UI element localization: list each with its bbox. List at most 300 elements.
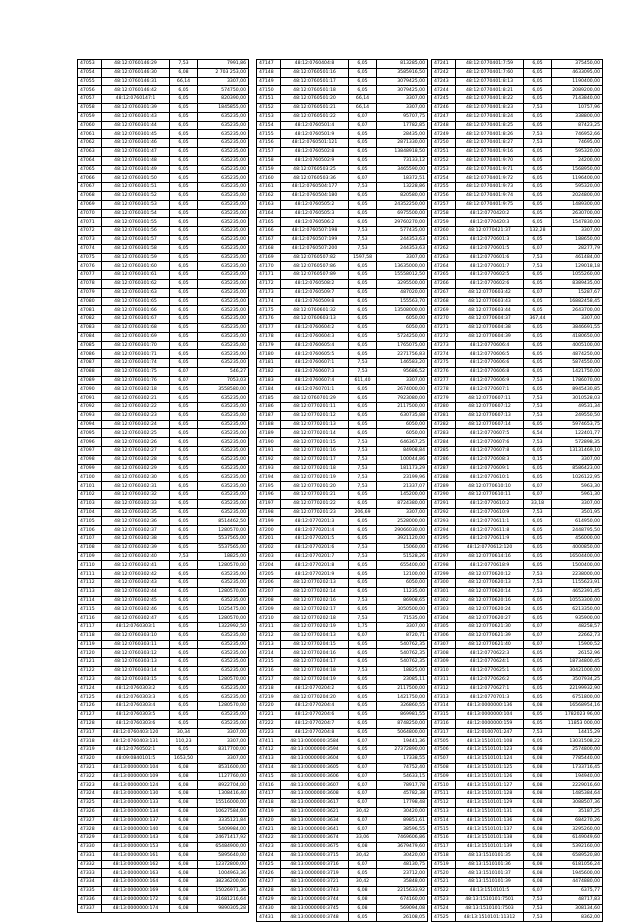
coefficient-cell: 6,05 [349,218,377,227]
value-cell: 13508000,00 [377,306,428,315]
coefficient-cell: 6,07 [349,121,377,130]
value-cell: 3295500,00 [377,279,428,288]
row-number-cell: 47093 [78,411,102,420]
coefficient-cell: 6,05 [524,561,552,570]
coefficient-cell: 6,05 [170,623,198,632]
table-row [432,807,603,816]
value-cell: 540762,35 [377,640,428,649]
cadastral-number-cell: 48:12:0770610:10 [456,482,524,491]
row-number-cell: 47287 [432,464,456,473]
coefficient-cell: 6,08 [524,825,552,834]
value-cell: 635235,00 [198,596,249,605]
cadastral-number-cell: 48:12:0770201:3 [281,517,349,526]
value-cell: 635235,00 [198,394,249,403]
table-row [78,710,249,719]
value-cell: 12100,00 [377,570,428,579]
row-number-cell: 47332 [78,860,102,869]
coefficient-cell: 6,05 [524,297,552,306]
value-cell: 577435,00 [377,227,428,236]
row-number-cell: 47258 [432,209,456,218]
coefficient-cell: 6,08 [349,886,377,895]
coefficient-cell: 6,05 [349,728,377,737]
cadastral-number-cell: 48:12:0770204:17 [281,658,349,667]
coefficient-cell: 6,05 [349,191,377,200]
cadastral-number-cell: 48:13:0000000:3608 [281,790,349,799]
row-number-cell: 47282 [432,420,456,429]
row-number-cell: 47069 [78,200,102,209]
row-number-cell: 47519 [432,860,456,869]
value-cell: 13228,86 [377,183,428,192]
cadastral-number-cell: 48:12:0770401:9:72 [456,174,524,183]
coefficient-cell: 6,05 [170,385,198,394]
cadastral-number-cell: 48:12:0770601:3 [456,235,524,244]
row-number-cell: 47418 [257,798,281,807]
value-cell: 635235,00 [198,684,249,693]
table-row [78,297,249,306]
table-row [257,438,428,447]
table-row [257,851,428,860]
table-row [78,886,249,895]
row-number-cell: 47154 [257,121,281,130]
value-cell: 635235,00 [198,271,249,280]
row-number-cell: 47116 [78,614,102,623]
cadastral-number-cell: 48:12:0760303:13 [102,658,170,667]
cadastral-number-cell: 48:13:0000000:3605 [281,763,349,772]
coefficient-cell: 6,05 [524,596,552,605]
row-number-cell: 47508 [432,763,456,772]
value-cell: 7469606,86 [377,834,428,843]
value-cell: 74695,00 [552,139,603,148]
table-row [257,253,428,262]
coefficient-cell: 6,05 [349,746,377,755]
value-cell: 935900,00 [552,614,603,623]
cadastral-number-cell: 48:12:0760607:4 [281,376,349,385]
coefficient-cell: 6,05 [524,279,552,288]
cadastral-number-cell: 48:12:0760301:50 [102,174,170,183]
row-number-cell: 47158 [257,156,281,165]
cadastral-number-cell: 48:12:0770201:17 [281,455,349,464]
table-row [257,781,428,790]
row-number-cell: 47299 [432,570,456,579]
row-number-cell: 47110 [78,561,102,570]
cadastral-number-cell: 48:12:0760607:1 [281,359,349,368]
coefficient-cell: 6,05 [524,605,552,614]
row-number-cell: 47115 [78,605,102,614]
table-row [78,746,249,755]
value-cell: 5961,30 [552,491,603,500]
value-cell: 3050500,00 [377,605,428,614]
row-number-cell: 47212 [257,631,281,640]
table-row [257,763,428,772]
table-row [432,640,603,649]
table-row [78,279,249,288]
row-number-cell: 47223 [257,728,281,737]
coefficient-cell: 6,08 [170,842,198,851]
row-number-cell: 47246 [432,103,456,112]
value-cell: 3307,00 [377,95,428,104]
cadastral-number-cell: 48:13:0000000:164 [102,878,170,887]
table-row [432,438,603,447]
value-cell: 635235,00 [198,508,249,517]
table-row [257,121,428,130]
coefficient-cell: 6,07 [349,781,377,790]
value-cell: 1945600,00 [552,869,603,878]
value-cell: 5874550,00 [552,359,603,368]
value-cell: 6213350,00 [552,605,603,614]
coefficient-cell: 6,08 [349,842,377,851]
value-cell: 595320,00 [552,183,603,192]
cadastral-number-cell: 48:12:0760302:43 [102,579,170,588]
cadastral-number-cell: 48:13:0000000:3719 [281,869,349,878]
table-row [257,130,428,139]
table-row [432,781,603,790]
cadastral-number-cell: 48:12:0760301:52 [102,191,170,200]
row-number-cell: 47257 [432,200,456,209]
value-cell: 2238000,00 [552,570,603,579]
table-row [257,385,428,394]
cadastral-number-cell: 48:12:0770610:9 [456,508,524,517]
table-row [78,737,249,746]
coefficient-cell: 7,53 [349,455,377,464]
value-cell: 461484,00 [552,253,603,262]
table-row [78,552,249,561]
table-row [78,420,249,429]
coefficient-cell: 6,07 [524,886,552,895]
cadastral-number-cell: 48:12:0770201:21 [281,491,349,500]
row-number-cell: 47106 [78,526,102,535]
value-cell: 8531600,00 [198,763,249,772]
row-number-cell: 47323 [78,781,102,790]
row-number-cell: 47277 [432,376,456,385]
coefficient-cell: 6,08 [524,702,552,711]
cadastral-number-cell: 48:12:0770610:11 [456,491,524,500]
cadastral-number-cell: 48:13:1510101:126 [456,772,524,781]
coefficient-cell: 6,05 [524,183,552,192]
row-number-cell: 47249 [432,130,456,139]
table-row [432,429,603,438]
value-cell: 3501,95 [552,508,603,517]
cadastral-number-cell: 48:12:0770701:3 [456,693,524,702]
value-cell: 17798,48 [377,798,428,807]
row-number-cell: 47152 [257,103,281,112]
table-row [78,869,249,878]
value-cell: 635235,00 [198,235,249,244]
value-cell: 635235,00 [198,411,249,420]
row-number-cell: 47320 [78,754,102,763]
coefficient-cell: 1597,58 [349,253,377,262]
value-cell: 16882458,45 [552,297,603,306]
row-number-cell: 47112 [78,579,102,588]
coefficient-cell: 6,05 [170,121,198,130]
table-row [78,156,249,165]
table-row [432,798,603,807]
cadastral-number-cell: 48:12:0760301:45 [102,130,170,139]
row-number-cell: 47414 [257,763,281,772]
value-cell: 635235,00 [198,499,249,508]
cadastral-number-cell: 48:12:0760301:56 [102,227,170,236]
table-row [78,438,249,447]
coefficient-cell: 6,05 [170,499,198,508]
cadastral-number-cell: 48:12:0760302:23 [102,411,170,420]
value-cell: 122401,77 [552,429,603,438]
table-row [78,68,249,77]
value-cell: 8586423,00 [552,464,603,473]
value-cell: 2215633,92 [377,886,428,895]
coefficient-cell: 6,05 [349,279,377,288]
row-number-cell: 47286 [432,455,456,464]
cadastral-number-cell: 48:12:0760503:36 [281,174,349,183]
cadastral-number-cell: 48:12:0760302:29 [102,464,170,473]
value-cell: 5064800,00 [377,728,428,737]
table-row [78,570,249,579]
coefficient-cell: 6,08 [170,825,198,834]
table-row [78,174,249,183]
coefficient-cell: 6,05 [524,464,552,473]
value-cell: 2574800,00 [552,746,603,755]
cadastral-number-cell: 48:13:0000000:137 [102,816,170,825]
value-cell: 23199,96 [377,473,428,482]
value-cell: 2643700,00 [552,306,603,315]
value-cell: 2448795,50 [552,526,603,535]
table-row [257,262,428,271]
table-row [432,156,603,165]
table-row [257,394,428,403]
row-number-cell: 47169 [257,253,281,262]
value-cell: 6050,00 [377,420,428,429]
cadastral-number-cell: 48:12:0770401:9:70 [456,156,524,165]
cadastral-number-cell: 48:12:0760302:33 [102,499,170,508]
coefficient-cell: 6,05 [349,68,377,77]
coefficient-cell: 6,05 [524,200,552,209]
value-cell: 8922704,00 [198,781,249,790]
coefficient-cell: 7,53 [524,587,552,596]
value-cell: 6050,00 [377,579,428,588]
value-cell: 614950,00 [552,517,603,526]
table-row [257,235,428,244]
cadastral-number-cell: 48:12:0770622:3 [456,649,524,658]
coefficient-cell: 6,05 [170,675,198,684]
table-row [432,543,603,552]
cadastral-number-cell: 48:13:0000000:3674 [281,834,349,843]
row-number-cell: 47297 [432,552,456,561]
cadastral-number-cell: 48:13:1510101:136 [456,816,524,825]
row-number-cell: 47178 [257,332,281,341]
coefficient-cell: 6,05 [349,341,377,350]
row-number-cell: 47262 [432,244,456,253]
row-number-cell: 47305 [432,623,456,632]
cadastral-number-cell: 48:12:0760501:20 [281,95,349,104]
table-row [78,209,249,218]
cadastral-number-cell: 48:12:0760301:71 [102,350,170,359]
coefficient-cell: 6,07 [349,737,377,746]
row-number-cell: 47172 [257,279,281,288]
cadastral-number-cell: 48:12:0760302:37 [102,526,170,535]
cadastral-number-cell: 48:12:0770202:14 [281,587,349,596]
value-cell: 1280570,00 [198,526,249,535]
value-cell: 15558012,50 [377,271,428,280]
cadastral-number-cell: 48:13:1510101:11312 [456,913,524,922]
coefficient-cell: 6,05 [170,323,198,332]
coefficient-cell: 6,05 [170,605,198,614]
cadastral-number-cell: 48:12:0760146:29 [102,60,170,69]
coefficient-cell: 7,53 [349,666,377,675]
table-row [432,147,603,156]
row-number-cell: 47182 [257,367,281,376]
table-row [432,350,603,359]
value-cell: 23712,00 [377,869,428,878]
table-row [78,666,249,675]
row-number-cell: 47122 [78,666,102,675]
row-number-cell: 47271 [432,323,456,332]
coefficient-cell: 6,07 [349,174,377,183]
cadastral-number-cell: 48:12:0770607:13 [456,411,524,420]
value-cell: 1196400,00 [552,174,603,183]
cadastral-number-cell: 48:12:0770401:9:75 [456,200,524,209]
value-cell: 3295260,00 [552,825,603,834]
cadastral-table-left [77,59,249,913]
coefficient-cell: 6,08 [524,807,552,816]
value-cell: 18825,00 [198,552,249,561]
cadastral-number-cell: 48:12:0760301:58 [102,244,170,253]
value-cell: 54633,15 [377,772,428,781]
value-cell: 635235,00 [198,491,249,500]
row-number-cell: 47081 [78,306,102,315]
row-number-cell: 47313 [432,693,456,702]
table-row [257,218,428,227]
row-number-cell: 47428 [257,886,281,895]
table-row [257,156,428,165]
coefficient-cell: 367,44 [524,315,552,324]
table-row [432,165,603,174]
cadastral-number-cell: 48:13:0000000:104 [102,763,170,772]
row-number-cell: 47295 [432,535,456,544]
row-number-cell: 47518 [432,851,456,860]
coefficient-cell: 6,05 [349,385,377,394]
row-number-cell: 47087 [78,359,102,368]
cadastral-number-cell: 48:13:1510101:139 [456,842,524,851]
table-row [432,675,603,684]
value-cell: 635235,00 [198,429,249,438]
coefficient-cell: 6,05 [170,649,198,658]
value-cell: 4000850,00 [552,543,603,552]
coefficient-cell: 6,08 [170,851,198,860]
value-cell: 3010528,03 [552,394,603,403]
cadastral-number-cell: 48:12:0770627:1 [456,684,524,693]
row-number-cell: 47124 [78,684,102,693]
cadastral-number-cell: 48:12:0760303:11 [102,640,170,649]
coefficient-cell: 7,53 [349,235,377,244]
coefficient-cell: 7,53 [349,473,377,482]
table-row [432,385,603,394]
cadastral-number-cell: 48:12:0770603:44 [456,306,524,315]
cadastral-number-cell: 48:13:0000000:134 [102,807,170,816]
row-number-cell: 47278 [432,385,456,394]
coefficient-cell: 6,07 [170,376,198,385]
cadastral-number-cell: 48:13:0000000:172 [102,895,170,904]
value-cell: 22199932,90 [552,684,603,693]
coefficient-cell: 6,05 [524,535,552,544]
row-number-cell: 47056 [78,86,102,95]
value-cell: 595320,00 [552,147,603,156]
coefficient-cell: 6,05 [349,675,377,684]
row-number-cell: 47263 [432,253,456,262]
cadastral-number-cell: 48:12:0760303:2 [102,684,170,693]
table-row [78,860,249,869]
value-cell: 8748250,00 [377,719,428,728]
row-number-cell: 47311 [432,675,456,684]
coefficient-cell: 6,05 [524,218,552,227]
cadastral-number-cell: 48:12:0760302:45 [102,596,170,605]
coefficient-cell: 6,05 [524,323,552,332]
row-number-cell: 47071 [78,218,102,227]
coefficient-cell: 7,53 [349,227,377,236]
coefficient-cell: 6,08 [524,754,552,763]
value-cell: 635235,00 [198,227,249,236]
cadastral-number-cell: 48:12:0760503:25 [281,165,349,174]
coefficient-cell: 6,07 [349,112,377,121]
row-number-cell: 47075 [78,253,102,262]
cadastral-number-cell: 48:13:0000000:143 [102,834,170,843]
coefficient-cell: 6,05 [170,411,198,420]
value-cell: 338800,00 [552,112,603,121]
cadastral-number-cell: 48:12:0760509:8 [281,297,349,306]
cadastral-number-cell: 48:12:0770401:8:27 [456,139,524,148]
value-cell: 635235,00 [198,359,249,368]
coefficient-cell: 6,08 [524,851,552,860]
table-row [78,77,249,86]
coefficient-cell: 6,05 [170,693,198,702]
value-cell: 3921120,00 [377,535,428,544]
row-number-cell: 47507 [432,754,456,763]
table-row [432,517,603,526]
value-cell: 6050,00 [377,323,428,332]
row-number-cell: 47059 [78,112,102,121]
row-number-cell: 47431 [257,913,281,922]
row-number-cell: 47102 [78,491,102,500]
row-number-cell: 47053 [78,60,102,69]
value-cell: 635235,00 [198,649,249,658]
row-number-cell: 47289 [432,482,456,491]
row-number-cell: 47074 [78,244,102,253]
table-row [257,68,428,77]
row-number-cell: 47155 [257,130,281,139]
cadastral-number-cell: 48:13:0000000:3743 [281,886,349,895]
value-cell: 635235,00 [198,719,249,728]
table-row [257,579,428,588]
row-number-cell: 47193 [257,464,281,473]
coefficient-cell: 6,05 [170,535,198,544]
value-cell: 635235,00 [198,473,249,482]
coefficient-cell: 1,75 [349,623,377,632]
coefficient-cell: 7,53 [349,438,377,447]
value-cell: 1004963,36 [198,869,249,878]
table-row [432,183,603,192]
row-number-cell: 47201 [257,535,281,544]
row-number-cell: 47203 [257,552,281,561]
cadastral-number-cell: 48:12:0760147:1 [102,95,170,104]
coefficient-cell: 6,05 [170,447,198,456]
table-row [78,403,249,412]
value-cell: 51528,26 [377,552,428,561]
value-cell: 540762,35 [377,658,428,667]
table-row [78,807,249,816]
row-number-cell: 47191 [257,447,281,456]
value-cell: 635235,00 [198,482,249,491]
coefficient-cell: 6,05 [349,719,377,728]
table-row [432,658,603,667]
table-row [78,95,249,104]
value-cell: 635235,00 [198,438,249,447]
